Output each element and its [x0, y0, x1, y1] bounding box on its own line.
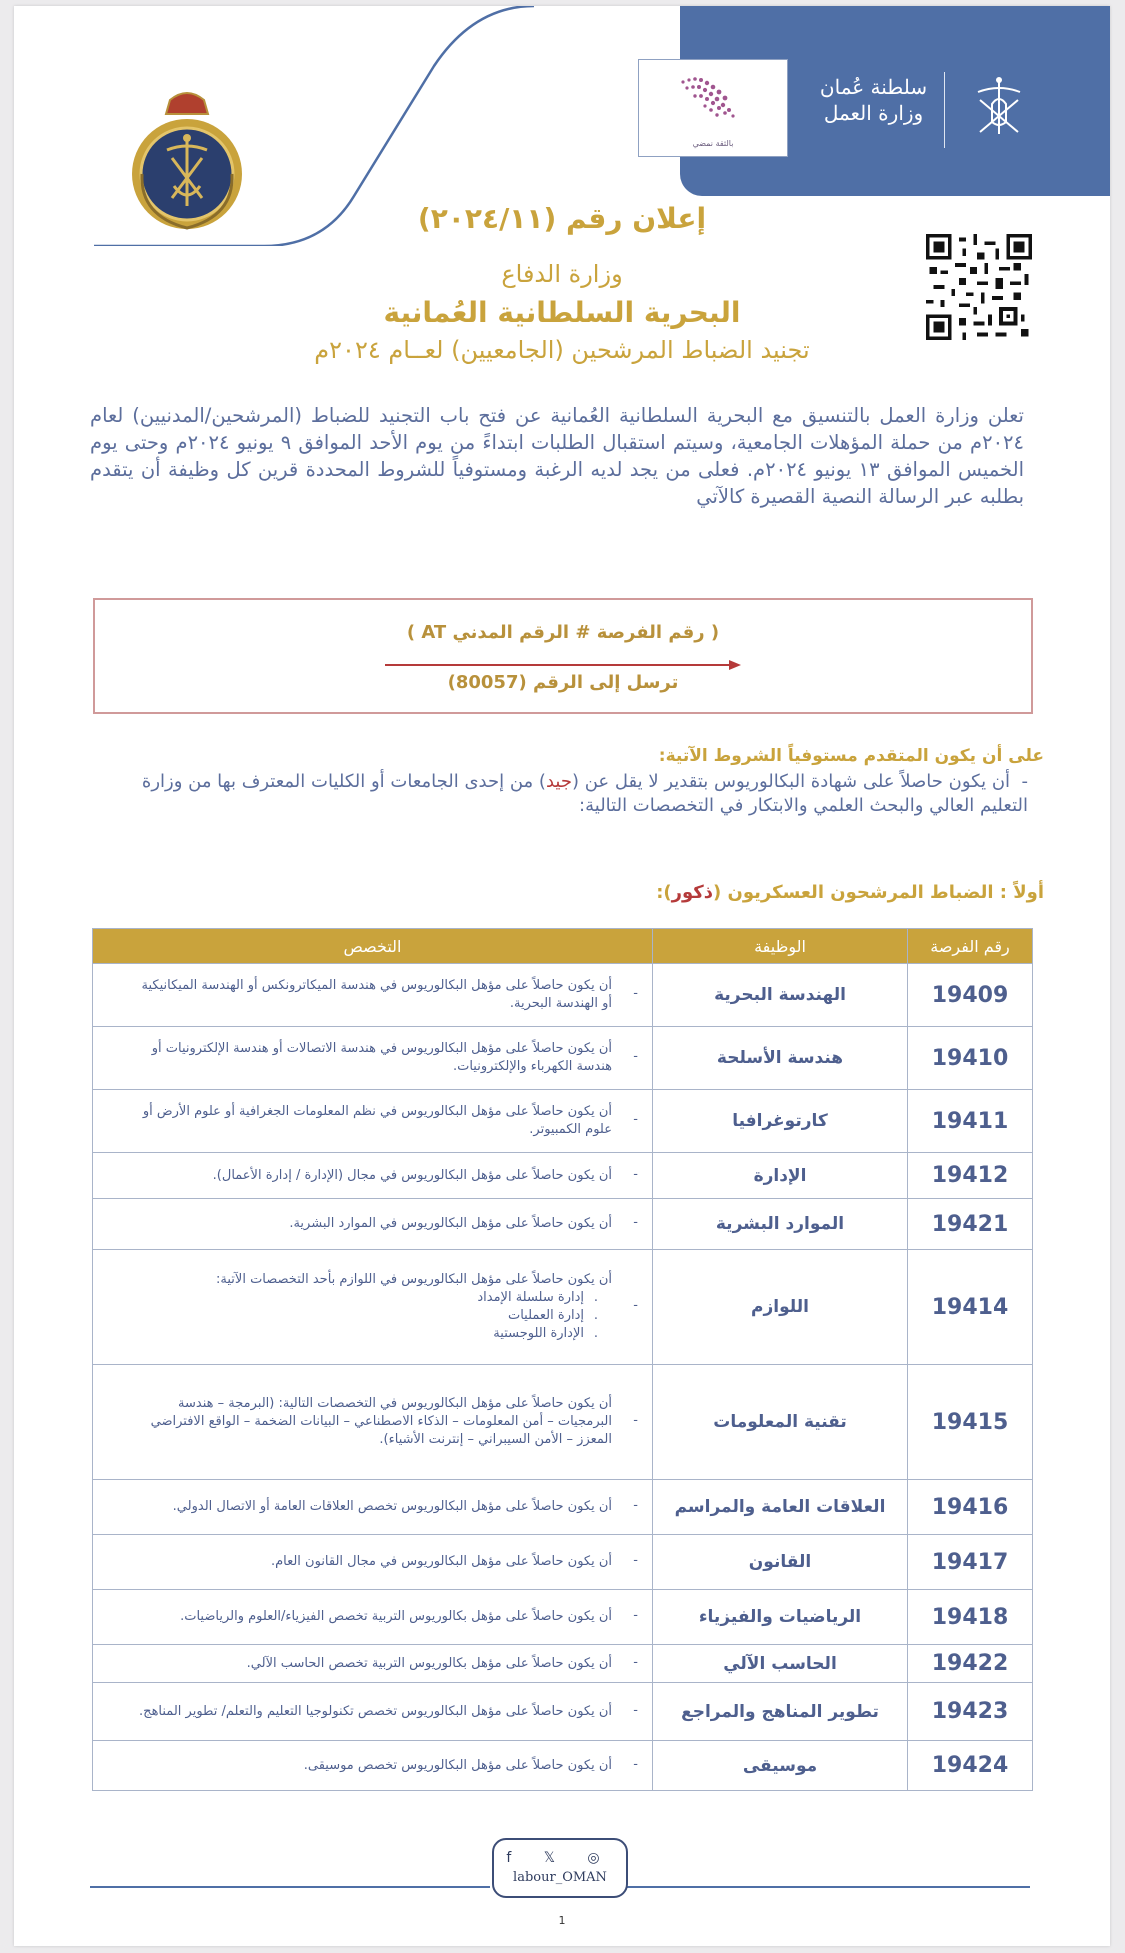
table-row [93, 1153, 1033, 1199]
specialization-text: أن يكون حاصلاً على مؤهل البكالوريوس في هندسة الميكاترونكس أو الهندسة الميكانيكية أو الهندسة البحرية. [141, 978, 612, 1011]
table-row [93, 1199, 1033, 1250]
ministry-name-line1: سلطنة عُمان [819, 75, 928, 99]
footer-line-left [90, 1886, 490, 1888]
specialization-cell [93, 1153, 653, 1199]
navy-title: البحرية السلطانية العُمانية [383, 296, 741, 329]
opportunity-number: 19424 [908, 1741, 1033, 1791]
arrow-right-icon [385, 660, 741, 670]
jobs-table-body [93, 964, 1033, 1791]
specialization-cell [93, 1090, 653, 1153]
table-row [93, 1365, 1033, 1480]
table-row [93, 1741, 1033, 1791]
specialization-text: أن يكون حاصلاً على مؤهل بكالوريوس التربية تخصص الحاسب الآلي. [246, 1655, 612, 1671]
oman-emblem-icon [970, 74, 1028, 146]
specialization-text: أن يكون حاصلاً على مؤهل البكالوريوس تخصص تكنولوجيا التعليم والتعلم/ تطوير المناهج. [139, 1703, 612, 1719]
specialization-cell [93, 1365, 653, 1480]
specialization-cell [93, 1480, 653, 1535]
intro-paragraph: تعلن وزارة العمل بالتنسيق مع البحرية السلطانية العُمانية عن فتح باب التجنيد للضباط (المرشحين/المدنيين) لعام ٢٠٢٤م من حملة المؤهلات الجامعية، وسيتم استقبال الطلبات ابتداءً من يوم الأحد الموافق ٩ يونيو ٢٠٢٤م وحتى يوم الخميس الموافق ١٣ يونيو ٢٠٢٤م. فعلى من يجد لديه الرغبة ومستوفياً للشروط المحددة قرين كل وظيفة أن يتقدم بطلبه عبر الرسالة النصية القصيرة كالآتي [90, 404, 1024, 508]
specialization-text: أن يكون حاصلاً على مؤهل البكالوريوس في التخصصات التالية: (البرمجة – هندسة البرمجيات – أمن المعلومات – الذكاء الاصطناعي – البيانات الضخمة – الواقع الافتراضي المعزز – الأمن السيبراني – إنترنت الأشياء). [150, 1396, 612, 1447]
specialization-cell [93, 1683, 653, 1741]
table-row [93, 1090, 1033, 1153]
ministry-name-line2: وزارة العمل [823, 101, 924, 125]
table-row [93, 1480, 1033, 1535]
col-header-id: رقم الفرصة [908, 929, 1033, 964]
specialization-text: أن يكون حاصلاً على مؤهل بكالوريوس التربية تخصص الفيزياء/العلوم والرياضيات. [180, 1609, 612, 1624]
section-title-start: أولاً : الضباط المرشحون العسكريون ( [713, 882, 1044, 903]
opportunity-number: 19421 [908, 1199, 1033, 1250]
opportunity-number: 19410 [908, 1027, 1033, 1090]
sms-format: ( رقم الفرصة # الرقم المدني AT ) [406, 622, 720, 643]
bullet-dash: - [633, 1498, 638, 1513]
section-title [314, 882, 1044, 903]
social-icons[interactable]: f 𝕏 ◎ [506, 1850, 614, 1866]
bullet-dash: - [633, 986, 638, 1001]
specialization-text: أن يكون حاصلاً على مؤهل البكالوريوس في الموارد البشرية. [289, 1216, 612, 1231]
condition-item [106, 770, 1028, 818]
specialization-text: أن يكون حاصلاً على مؤهل البكالوريوس في هندسة الاتصالات أو هندسة الإلكترونيات أو هندسة الكهرباء والإلكترونيات. [151, 1041, 612, 1074]
specialization-text: أن يكون حاصلاً على مؤهل البكالوريوس تخصص العلاقات العامة أو الاتصال الدولي. [172, 1499, 612, 1514]
ministry-of-defense: وزارة الدفاع [501, 260, 623, 288]
job-title: كارتوغرافيا [653, 1090, 908, 1153]
ministry-name [811, 74, 936, 126]
sms-instructions-box [93, 598, 1033, 714]
bullet-dash: - [633, 1166, 638, 1182]
page-number: 1 [558, 1914, 566, 1927]
condition-dash: - [1010, 771, 1028, 792]
opportunity-number: 19422 [908, 1645, 1033, 1683]
condition-text-end: ) من إحدى الجامعات أو الكليات المعترف بها من وزارة التعليم العالي والبحث العلمي والابتكار في التخصصات التالية: [141, 771, 1028, 816]
opportunity-number: 19412 [908, 1153, 1033, 1199]
footer-line-right [626, 1886, 1030, 1888]
table-row [93, 1645, 1033, 1683]
header-divider [944, 72, 945, 148]
table-row [93, 1027, 1033, 1090]
vision-logo [638, 59, 788, 157]
conditions-heading: على أن يكون المتقدم مستوفياً الشروط الآتية: [658, 746, 1044, 766]
job-title: الهندسة البحرية [653, 964, 908, 1027]
table-header-row [93, 929, 1033, 964]
vision-logo-dots-icon [675, 72, 747, 124]
opportunity-number: 19418 [908, 1590, 1033, 1645]
condition-text-start: أن يكون حاصلاً على شهادة البكالوريوس بتقدير لا يقل عن ( [571, 771, 1011, 792]
specialization-text: أن يكون حاصلاً على مؤهل البكالوريوس تخصص موسيقى. [303, 1757, 612, 1773]
opportunity-number: 19423 [908, 1683, 1033, 1741]
vision-logo-caption: بالثقة نمضي [692, 139, 734, 148]
social-handle: labour_OMAN [513, 1870, 607, 1885]
table-row [93, 1250, 1033, 1365]
section-title-end: ): [656, 882, 672, 903]
job-title: العلاقات العامة والمراسم [653, 1480, 908, 1535]
social-media-box[interactable] [492, 1838, 628, 1898]
bullet-dash: - [633, 1298, 638, 1313]
job-title: القانون [653, 1535, 908, 1590]
specialization-cell [93, 1250, 653, 1365]
specialization-subitem: . إدارة سلسلة الإمداد [133, 1289, 598, 1307]
jobs-table [92, 928, 1033, 1791]
job-title: تطوير المناهج والمراجع [653, 1683, 908, 1741]
bullet-dash: - [633, 1215, 638, 1230]
opportunity-number: 19414 [908, 1250, 1033, 1365]
specialization-subitem: . إدارة العمليات [133, 1307, 598, 1325]
bullet-dash: - [633, 1608, 638, 1623]
bullet-dash: - [633, 1702, 638, 1718]
job-title: الإدارة [653, 1153, 908, 1199]
col-header-job: الوظيفة [653, 929, 908, 964]
table-row [93, 964, 1033, 1027]
job-title: تقنية المعلومات [653, 1365, 908, 1480]
specialization-cell [93, 1590, 653, 1645]
specialization-cell [93, 1741, 653, 1791]
specialization-text: أن يكون حاصلاً على مؤهل البكالوريوس في مجال القانون العام. [270, 1554, 612, 1569]
specialization-text: أن يكون حاصلاً على مؤهل البكالوريوس في اللوازم بأحد التخصصات الآتية: [216, 1272, 612, 1287]
document-page [14, 6, 1110, 1946]
bullet-dash: - [633, 1756, 638, 1772]
sms-number: ترسل إلى الرقم (80057) [447, 672, 679, 693]
job-title: الموارد البشرية [653, 1199, 908, 1250]
job-title: الرياضيات والفيزياء [653, 1590, 908, 1645]
opportunity-number: 19417 [908, 1535, 1033, 1590]
job-title: اللوازم [653, 1250, 908, 1365]
specialization-subitems [133, 1289, 598, 1343]
bullet-dash: - [633, 1112, 638, 1127]
specialization-cell [93, 1535, 653, 1590]
bullet-dash: - [633, 1413, 638, 1428]
table-row [93, 1535, 1033, 1590]
job-title: موسيقى [653, 1741, 908, 1791]
opportunity-number: 19409 [908, 964, 1033, 1027]
specialization-cell [93, 964, 653, 1027]
specialization-cell [93, 1027, 653, 1090]
opportunity-number: 19416 [908, 1480, 1033, 1535]
table-row [93, 1590, 1033, 1645]
condition-grade: جيد [545, 771, 572, 792]
announcement-title: إعلان رقم (٢٠٢٤/١١) [417, 202, 707, 235]
col-header-spec: التخصص [93, 929, 653, 964]
bullet-dash: - [633, 1049, 638, 1064]
job-title: هندسة الأسلحة [653, 1027, 908, 1090]
section-gender: ذكور [671, 882, 714, 903]
bullet-dash: - [633, 1553, 638, 1568]
specialization-text: أن يكون حاصلاً على مؤهل البكالوريوس في نظم المعلومات الجغرافية أو علوم الأرض أو علوم الكمبيوتر. [142, 1104, 612, 1137]
recruitment-subtitle: تجنيد الضباط المرشحين (الجامعيين) لعــام ٢٠٢٤م [314, 336, 810, 364]
opportunity-number: 19411 [908, 1090, 1033, 1153]
job-title: الحاسب الآلي [653, 1645, 908, 1683]
specialization-subitem: . الإدارة اللوجستية [133, 1325, 598, 1343]
bullet-dash: - [633, 1654, 638, 1670]
specialization-text: أن يكون حاصلاً على مؤهل البكالوريوس في مجال (الإدارة / إدارة الأعمال). [212, 1167, 612, 1183]
specialization-cell [93, 1645, 653, 1683]
specialization-cell [93, 1199, 653, 1250]
table-row [93, 1683, 1033, 1741]
opportunity-number: 19415 [908, 1365, 1033, 1480]
